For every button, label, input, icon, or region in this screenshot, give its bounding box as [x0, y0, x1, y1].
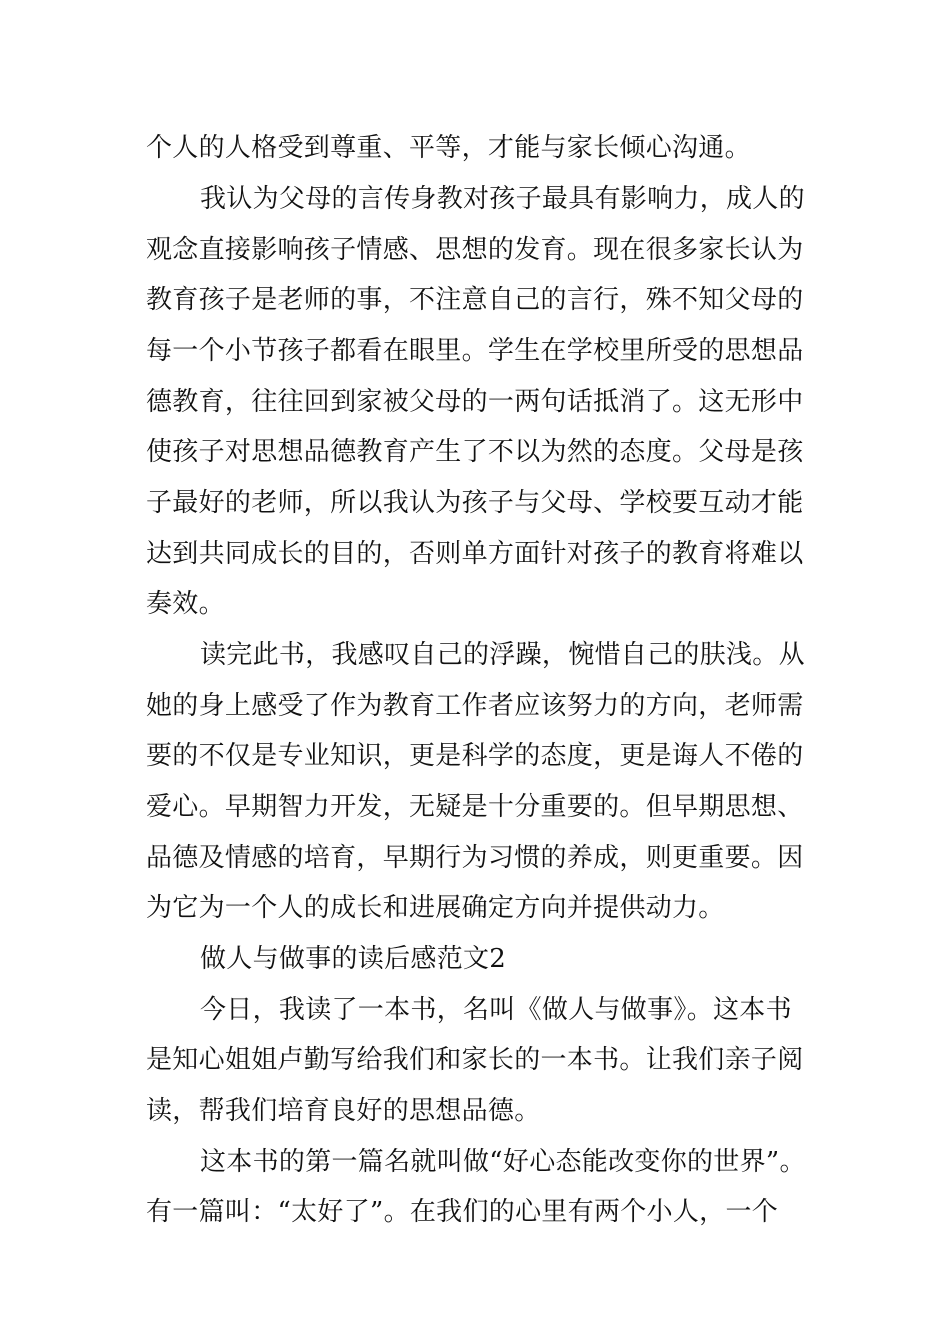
- text-line: 品德及情感的培育，早期行为习惯的养成，则更重要。因: [146, 843, 804, 873]
- text-line: 教育孩子是老师的事，不注意自己的言行，殊不知父母的: [146, 285, 804, 315]
- text-line: 我认为父母的言传身教对孩子最具有影响力，成人的: [200, 184, 805, 214]
- text-line: 有一篇叫：“太好了”。在我们的心里有两个小人，一个: [146, 1197, 779, 1227]
- text-line: 个人的人格受到尊重、平等，才能与家长倾心沟通。: [146, 133, 751, 163]
- text-line: 德教育，往往回到家被父母的一两句话抵消了。这无形中: [146, 387, 804, 417]
- text-line: 子最好的老师，所以我认为孩子与父母、学校要互动才能: [146, 488, 804, 518]
- text-line: 达到共同成长的目的，否则单方面针对孩子的教育将难以: [146, 539, 804, 569]
- section-heading: 做人与做事的读后感范文2: [200, 944, 507, 974]
- text-line: 这本书的第一篇名就叫做“好心态能改变你的世界”。: [200, 1147, 806, 1177]
- text-line: 奏效。: [146, 589, 225, 619]
- text-line: 爱心。早期智力开发，无疑是十分重要的。但早期思想、: [146, 792, 804, 822]
- text-line: 每一个小节孩子都看在眼里。学生在学校里所受的思想品: [146, 336, 804, 366]
- text-line: 读完此书，我感叹自己的浮躁，惋惜自己的肤浅。从: [200, 640, 805, 670]
- text-line: 要的不仅是专业知识，更是科学的态度，更是诲人不倦的: [146, 741, 804, 771]
- text-line: 是知心姐姐卢勤写给我们和家长的一本书。让我们亲子阅: [146, 1045, 804, 1075]
- text-line: 观念直接影响孩子情感、思想的发育。现在很多家长认为: [146, 235, 804, 265]
- text-line: 她的身上感受了作为教育工作者应该努力的方向，老师需: [146, 691, 804, 721]
- text-line: 使孩子对思想品德教育产生了不以为然的态度。父母是孩: [146, 437, 804, 467]
- text-line: 今日，我读了一本书，名叫《做人与做事》。这本书: [200, 995, 792, 1025]
- text-line: 为它为一个人的成长和进展确定方向并提供动力。: [146, 893, 725, 923]
- text-line: 读，帮我们培育良好的思想品德。: [146, 1096, 541, 1126]
